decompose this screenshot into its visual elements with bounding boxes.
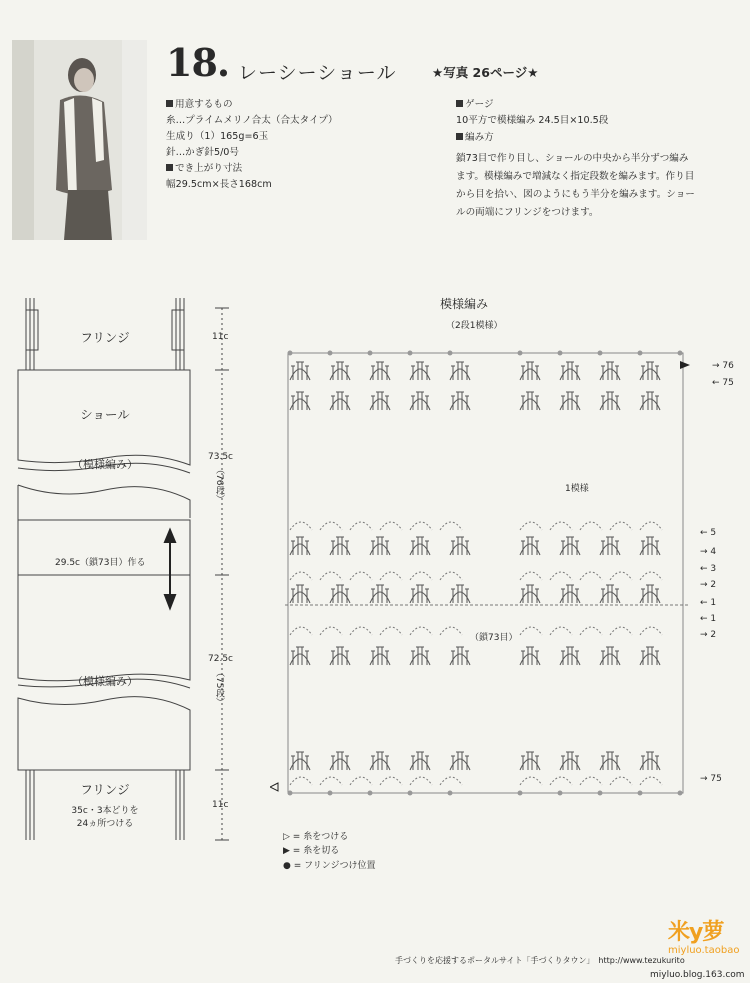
schematic-fringe-top: フリンジ xyxy=(80,330,130,345)
row-label: ← 1 xyxy=(700,598,717,608)
schematic-fringe-bottom: フリンジ xyxy=(80,782,130,797)
dim-lower: 72.5c xyxy=(208,654,233,664)
schematic-fringe-note-1: 35c・3本どりを xyxy=(71,806,139,816)
schematic-pattern-lower: （模様編み） xyxy=(72,675,138,688)
schematic-shawl: ショール xyxy=(80,407,130,422)
row-label: → 2 xyxy=(700,630,717,640)
dim-upper-rows: （76段） xyxy=(214,465,224,504)
dim-top-fringe: 11c xyxy=(212,332,229,342)
model-photo xyxy=(12,40,147,240)
dim-lower-rows: （75段） xyxy=(214,668,224,707)
row-label: → 76 xyxy=(712,361,734,371)
method-heading: 編み方 xyxy=(456,130,494,147)
row-label: ← 1 xyxy=(700,614,717,624)
method-line: ルの両端にフリンジをつけます。 xyxy=(456,207,599,218)
row-label: → 75 xyxy=(700,774,722,784)
chart-markers xyxy=(288,351,683,796)
gauge-text: 10平方で模様編み 24.5目×10.5段 xyxy=(456,115,609,126)
chart-middle-rows xyxy=(285,522,690,665)
watermark-sub: miyluo.taobao xyxy=(668,945,740,956)
row-label: ← 75 xyxy=(712,378,734,388)
row-label: → 2 xyxy=(700,580,717,590)
chart-subtitle: （2段1模様） xyxy=(446,321,503,331)
gauge-heading: ゲージ xyxy=(456,97,494,114)
legend-cut: ▶ = 糸を切る xyxy=(283,846,340,856)
shawl-schematic xyxy=(0,290,270,850)
photo-reference: ★写真 26ページ★ xyxy=(432,65,539,80)
legend-attach: ▷ = 糸をつける xyxy=(283,832,349,842)
materials-heading: 用意するもの xyxy=(166,97,233,114)
chart-chain-label: （鎖73目） xyxy=(470,630,517,643)
pattern-title: レーシーショール xyxy=(238,62,397,84)
row-label: → 4 xyxy=(700,547,717,557)
materials-yarn: 糸…プライムメリノ合太（合太タイプ） xyxy=(166,115,338,126)
row-label: ← 5 xyxy=(700,528,717,538)
method-line: から目を拾い、図のようにもう半分を編みます。ショー xyxy=(456,189,695,200)
dim-bottom-fringe: 11c xyxy=(212,800,229,810)
materials-needle: 針…かぎ針5/0号 xyxy=(166,147,240,158)
method-line: 鎖73目で作り目し、ショールの中央から半分ずつ編み xyxy=(456,153,689,164)
schematic-width-note: 29.5c（鎖73目）作る xyxy=(55,555,145,568)
watermark-logo: 米y萝 xyxy=(668,920,724,945)
footer-text: 手づくりを応援するポータルサイト「手づくりタウン」 http://www.tezukurito xyxy=(395,956,685,965)
chart-top-rows xyxy=(290,362,660,410)
chart-repeat-label: 1模様 xyxy=(565,484,589,494)
dim-upper: 73.5c xyxy=(208,452,233,462)
chart-title: 模様編み xyxy=(440,297,489,311)
size-heading: でき上がり寸法 xyxy=(166,161,242,178)
schematic-fringe-note-2: 24ヵ所つける xyxy=(76,819,134,829)
size-value: 幅29.5cm×長さ168cm xyxy=(166,179,272,190)
pattern-number: 18. xyxy=(166,40,230,85)
materials-yarn-color: 生成り（1）165g=6玉 xyxy=(166,131,269,142)
crochet-chart xyxy=(270,335,740,805)
method-text xyxy=(456,150,731,222)
schematic-pattern-upper: （模様編み） xyxy=(72,458,138,471)
chart-bottom-row xyxy=(290,752,662,785)
method-line: ます。模様編みで増減なく指定段数を編みます。作り目 xyxy=(456,171,695,182)
watermark-credit: miyluo.blog.163.com xyxy=(650,970,745,980)
row-label: ← 3 xyxy=(700,564,717,574)
legend-fringe: ● = フリンジつけ位置 xyxy=(283,861,376,871)
